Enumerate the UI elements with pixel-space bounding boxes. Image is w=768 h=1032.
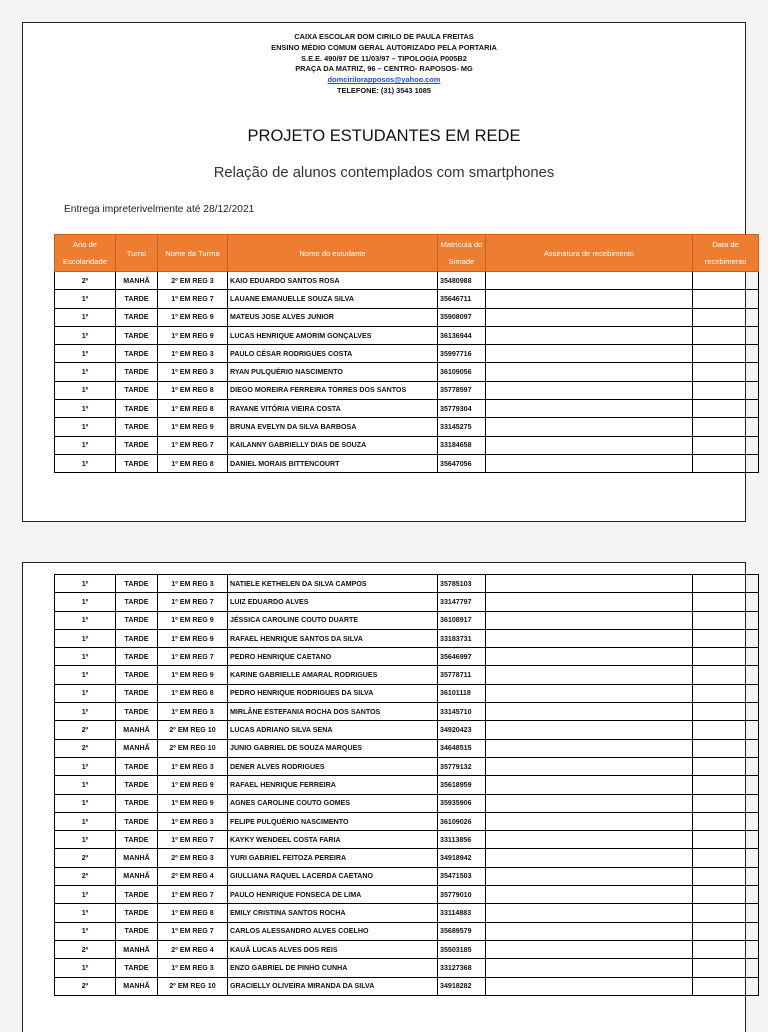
students-table-2: [54, 574, 759, 996]
cell-turno: TARDE: [116, 648, 158, 666]
cell-nome: LAUANE EMANUELLE SOUZA SILVA: [228, 290, 438, 308]
table-row: [55, 922, 759, 940]
cell-data[interactable]: [693, 629, 759, 647]
cell-data[interactable]: [693, 363, 759, 381]
cell-turma: 1º EM REG 9: [158, 326, 228, 344]
cell-assinatura[interactable]: [486, 272, 693, 290]
cell-matricula: 35689579: [438, 922, 486, 940]
cell-turma: 1º EM REG 9: [158, 666, 228, 684]
cell-ano: 1º: [55, 611, 116, 629]
cell-assinatura[interactable]: [486, 739, 693, 757]
cell-turno: TARDE: [116, 436, 158, 454]
table-row: [55, 757, 759, 775]
cell-turma: 1º EM REG 7: [158, 922, 228, 940]
cell-assinatura[interactable]: [486, 922, 693, 940]
cell-ano: 1º: [55, 904, 116, 922]
cell-ano: 2º: [55, 272, 116, 290]
cell-assinatura[interactable]: [486, 849, 693, 867]
letterhead-phone: TELEFONE: (31) 3543 1085: [336, 85, 432, 95]
cell-matricula: 33145710: [438, 703, 486, 721]
cell-assinatura[interactable]: [486, 940, 693, 958]
cell-turno: TARDE: [116, 776, 158, 794]
cell-nome: MIRLÂNE ESTEFANIA ROCHA DOS SANTOS: [228, 703, 438, 721]
cell-ano: 1º: [55, 290, 116, 308]
cell-turma: 1º EM REG 3: [158, 345, 228, 363]
cell-matricula: 33127368: [438, 959, 486, 977]
table-row: [55, 831, 759, 849]
cell-turno: TARDE: [116, 703, 158, 721]
cell-nome: NATIELE KETHELEN DA SILVA CAMPOS: [228, 575, 438, 593]
cell-data[interactable]: [693, 418, 759, 436]
cell-turma: 1º EM REG 9: [158, 776, 228, 794]
header-nome: Nome do estudante: [228, 235, 438, 272]
deadline-note: Entrega impreterivelmente até 28/12/2021: [64, 204, 255, 215]
table-row: [55, 959, 759, 977]
cell-turno: TARDE: [116, 593, 158, 611]
cell-assinatura[interactable]: [486, 454, 693, 472]
cell-turma: 1º EM REG 7: [158, 648, 228, 666]
cell-data[interactable]: [693, 867, 759, 885]
cell-data[interactable]: [693, 757, 759, 775]
cell-nome: MATEUS JOSE ALVES JUNIOR: [228, 308, 438, 326]
cell-turma: 2º EM REG 10: [158, 977, 228, 995]
cell-matricula: 35647056: [438, 454, 486, 472]
document-page-2: [22, 562, 746, 1032]
cell-ano: 1º: [55, 684, 116, 702]
cell-ano: 1º: [55, 575, 116, 593]
cell-assinatura[interactable]: [486, 794, 693, 812]
table-row: [55, 418, 759, 436]
cell-nome: KAUÃ LUCAS ALVES DOS REIS: [228, 940, 438, 958]
cell-nome: LUCAS ADRIANO SILVA SENA: [228, 721, 438, 739]
cell-nome: RAFAEL HENRIQUE FERREIRA: [228, 776, 438, 794]
table-row: [55, 977, 759, 995]
table-row: [55, 721, 759, 739]
cell-data[interactable]: [693, 290, 759, 308]
cell-assinatura[interactable]: [486, 831, 693, 849]
cell-turma: 1º EM REG 8: [158, 400, 228, 418]
cell-ano: 1º: [55, 629, 116, 647]
cell-data[interactable]: [693, 400, 759, 418]
cell-nome: PAULO CÉSAR RODRIGUES COSTA: [228, 345, 438, 363]
cell-data[interactable]: [693, 684, 759, 702]
cell-nome: RYAN PULQUÉRIO NASCIMENTO: [228, 363, 438, 381]
cell-ano: 1º: [55, 922, 116, 940]
cell-nome: YURI GABRIEL FEITOZA PEREIRA: [228, 849, 438, 867]
cell-ano: 2º: [55, 849, 116, 867]
cell-assinatura[interactable]: [486, 977, 693, 995]
cell-matricula: 35785103: [438, 575, 486, 593]
cell-data[interactable]: [693, 666, 759, 684]
table-row: [55, 684, 759, 702]
cell-nome: JÉSSICA CAROLINE COUTO DUARTE: [228, 611, 438, 629]
cell-ano: 1º: [55, 703, 116, 721]
cell-data[interactable]: [693, 812, 759, 830]
cell-turno: MANHÃ: [116, 940, 158, 958]
cell-ano: 2º: [55, 739, 116, 757]
cell-turno: TARDE: [116, 418, 158, 436]
cell-turno: MANHÃ: [116, 977, 158, 995]
cell-data[interactable]: [693, 593, 759, 611]
cell-turno: TARDE: [116, 812, 158, 830]
cell-nome: PEDRO HENRIQUE RODRIGUES DA SILVA: [228, 684, 438, 702]
cell-data[interactable]: [693, 904, 759, 922]
cell-ano: 1º: [55, 959, 116, 977]
cell-matricula: 36101118: [438, 684, 486, 702]
cell-data[interactable]: [693, 308, 759, 326]
cell-nome: GIULLIANA RAQUEL LACERDA CAETANO: [228, 867, 438, 885]
cell-turma: 2º EM REG 10: [158, 721, 228, 739]
cell-turma: 1º EM REG 7: [158, 290, 228, 308]
cell-nome: AGNES CAROLINE COUTO GOMES: [228, 794, 438, 812]
cell-assinatura[interactable]: [486, 812, 693, 830]
document-page-1: [22, 22, 746, 522]
cell-turma: 1º EM REG 9: [158, 308, 228, 326]
cell-matricula: 34918282: [438, 977, 486, 995]
cell-assinatura[interactable]: [486, 867, 693, 885]
cell-turno: TARDE: [116, 454, 158, 472]
cell-nome: RAYANE VITÓRIA VIEIRA COSTA: [228, 400, 438, 418]
cell-turma: 1º EM REG 3: [158, 363, 228, 381]
cell-matricula: 34918942: [438, 849, 486, 867]
cell-data[interactable]: [693, 849, 759, 867]
cell-turma: 2º EM REG 10: [158, 739, 228, 757]
cell-matricula: 33145275: [438, 418, 486, 436]
cell-data[interactable]: [693, 776, 759, 794]
cell-matricula: 35779132: [438, 757, 486, 775]
cell-matricula: 35646711: [438, 290, 486, 308]
cell-matricula: 34648515: [438, 739, 486, 757]
header-data: Data de recebimento: [693, 235, 759, 272]
cell-assinatura[interactable]: [486, 345, 693, 363]
cell-turma: 1º EM REG 8: [158, 454, 228, 472]
cell-turma: 1º EM REG 9: [158, 418, 228, 436]
table-header-row: [55, 235, 759, 272]
cell-turno: MANHÃ: [116, 721, 158, 739]
cell-matricula: 35471503: [438, 867, 486, 885]
cell-assinatura[interactable]: [486, 308, 693, 326]
cell-matricula: 36108917: [438, 611, 486, 629]
table-row: [55, 611, 759, 629]
cell-ano: 1º: [55, 418, 116, 436]
table-body-2: [55, 575, 759, 996]
cell-turno: MANHÃ: [116, 272, 158, 290]
cell-matricula: 35935906: [438, 794, 486, 812]
cell-ano: 1º: [55, 436, 116, 454]
cell-data[interactable]: [693, 575, 759, 593]
cell-turma: 2º EM REG 4: [158, 867, 228, 885]
cell-turno: TARDE: [116, 381, 158, 399]
cell-assinatura[interactable]: [486, 703, 693, 721]
cell-ano: 1º: [55, 363, 116, 381]
table-row: [55, 776, 759, 794]
cell-matricula: 36136944: [438, 326, 486, 344]
table-row: [55, 703, 759, 721]
cell-data[interactable]: [693, 272, 759, 290]
cell-nome: FELIPE PULQUÉRIO NASCIMENTO: [228, 812, 438, 830]
cell-ano: 1º: [55, 831, 116, 849]
cell-data[interactable]: [693, 721, 759, 739]
cell-turno: TARDE: [116, 684, 158, 702]
cell-turma: 1º EM REG 9: [158, 611, 228, 629]
cell-nome: GRACIELLY OLIVEIRA MIRANDA DA SILVA: [228, 977, 438, 995]
table-row: [55, 666, 759, 684]
cell-turma: 1º EM REG 8: [158, 904, 228, 922]
cell-assinatura[interactable]: [486, 611, 693, 629]
header-turma: Nome da Turma: [158, 235, 228, 272]
cell-turno: TARDE: [116, 611, 158, 629]
cell-data[interactable]: [693, 886, 759, 904]
cell-turno: TARDE: [116, 666, 158, 684]
cell-turma: 1º EM REG 7: [158, 436, 228, 454]
cell-ano: 2º: [55, 977, 116, 995]
cell-assinatura[interactable]: [486, 575, 693, 593]
cell-assinatura[interactable]: [486, 400, 693, 418]
cell-nome: PEDRO HENRIQUE CAETANO: [228, 648, 438, 666]
cell-turma: 1º EM REG 7: [158, 831, 228, 849]
cell-matricula: 33147797: [438, 593, 486, 611]
table-row: [55, 886, 759, 904]
table-row: [55, 363, 759, 381]
cell-turno: TARDE: [116, 794, 158, 812]
cell-nome: CARLOS ALESSANDRO ALVES COELHO: [228, 922, 438, 940]
cell-turma: 1º EM REG 7: [158, 886, 228, 904]
cell-turma: 1º EM REG 8: [158, 381, 228, 399]
table-row: [55, 326, 759, 344]
cell-data[interactable]: [693, 959, 759, 977]
cell-ano: 1º: [55, 454, 116, 472]
cell-turno: TARDE: [116, 290, 158, 308]
table-row: [55, 345, 759, 363]
cell-data[interactable]: [693, 940, 759, 958]
cell-nome: LUCAS HENRIQUE AMORIM GONÇALVES: [228, 326, 438, 344]
students-table-1: [54, 234, 759, 473]
cell-data[interactable]: [693, 345, 759, 363]
cell-assinatura[interactable]: [486, 290, 693, 308]
cell-ano: 1º: [55, 400, 116, 418]
cell-assinatura[interactable]: [486, 959, 693, 977]
cell-nome: KAIO EDUARDO SANTOS ROSA: [228, 272, 438, 290]
cell-data[interactable]: [693, 831, 759, 849]
cell-data[interactable]: [693, 326, 759, 344]
cell-turno: TARDE: [116, 757, 158, 775]
cell-turma: 1º EM REG 3: [158, 703, 228, 721]
cell-turno: TARDE: [116, 575, 158, 593]
table-row: [55, 849, 759, 867]
cell-matricula: 35997716: [438, 345, 486, 363]
cell-matricula: 35908097: [438, 308, 486, 326]
cell-turma: 1º EM REG 3: [158, 812, 228, 830]
cell-data[interactable]: [693, 648, 759, 666]
cell-ano: 1º: [55, 886, 116, 904]
project-title: PROJETO ESTUDANTES EM REDE: [247, 127, 521, 145]
cell-data[interactable]: [693, 703, 759, 721]
cell-nome: LUIZ EDUARDO ALVES: [228, 593, 438, 611]
cell-turma: 2º EM REG 3: [158, 849, 228, 867]
table-row: [55, 648, 759, 666]
cell-matricula: 35779010: [438, 886, 486, 904]
header-ano: Ano de Escolaridade: [55, 235, 116, 272]
cell-data[interactable]: [693, 739, 759, 757]
cell-ano: 1º: [55, 326, 116, 344]
cell-assinatura[interactable]: [486, 886, 693, 904]
cell-ano: 1º: [55, 345, 116, 363]
cell-turma: 1º EM REG 3: [158, 757, 228, 775]
table-row: [55, 454, 759, 472]
cell-assinatura[interactable]: [486, 776, 693, 794]
cell-turma: 1º EM REG 3: [158, 575, 228, 593]
cell-nome: DENER ALVES RODRIGUES: [228, 757, 438, 775]
cell-ano: 1º: [55, 308, 116, 326]
cell-turno: TARDE: [116, 959, 158, 977]
cell-ano: 2º: [55, 940, 116, 958]
cell-data[interactable]: [693, 611, 759, 629]
cell-matricula: 35778597: [438, 381, 486, 399]
cell-ano: 1º: [55, 794, 116, 812]
letterhead-line-4: PRAÇA DA MATRIZ, 96 – CENTRO- RAPOSOS- MG: [295, 64, 473, 74]
cell-nome: EMILY CRISTINA SANTOS ROCHA: [228, 904, 438, 922]
cell-data[interactable]: [693, 794, 759, 812]
cell-assinatura[interactable]: [486, 629, 693, 647]
cell-assinatura[interactable]: [486, 721, 693, 739]
table-row: [55, 593, 759, 611]
cell-turno: TARDE: [116, 886, 158, 904]
cell-nome: DIEGO MOREIRA FERREIRA TORRES DOS SANTOS: [228, 381, 438, 399]
cell-assinatura[interactable]: [486, 904, 693, 922]
cell-ano: 2º: [55, 867, 116, 885]
cell-turma: 1º EM REG 9: [158, 794, 228, 812]
cell-assinatura[interactable]: [486, 593, 693, 611]
table-row: [55, 290, 759, 308]
cell-data[interactable]: [693, 454, 759, 472]
cell-assinatura[interactable]: [486, 666, 693, 684]
cell-assinatura[interactable]: [486, 418, 693, 436]
table-row: [55, 794, 759, 812]
cell-data[interactable]: [693, 381, 759, 399]
cell-nome: KAILANNY GABRIELLY DIAS DE SOUZA: [228, 436, 438, 454]
cell-nome: BRUNA EVELYN DA SILVA BARBOSA: [228, 418, 438, 436]
cell-assinatura[interactable]: [486, 381, 693, 399]
cell-turno: TARDE: [116, 363, 158, 381]
table-row: [55, 272, 759, 290]
cell-nome: DANIEL MORAIS BITTENCOURT: [228, 454, 438, 472]
cell-nome: PAULO HENRIQUE FONSECA DE LIMA: [228, 886, 438, 904]
cell-ano: 1º: [55, 776, 116, 794]
cell-matricula: 36109026: [438, 812, 486, 830]
table-row: [55, 436, 759, 454]
cell-assinatura[interactable]: [486, 326, 693, 344]
cell-ano: 1º: [55, 648, 116, 666]
cell-turma: 1º EM REG 8: [158, 684, 228, 702]
cell-matricula: 36109056: [438, 363, 486, 381]
cell-ano: 1º: [55, 812, 116, 830]
letterhead-line-3: S.E.E. 490/97 DE 11/03/97 – TIPOLOGIA P005B2: [301, 53, 467, 63]
cell-nome: KAYKY WENDEEL COSTA FARIA: [228, 831, 438, 849]
letterhead-line-2: ENSINO MÉDIO COMUM GERAL AUTORIZADO PELA PORTARIA: [271, 42, 497, 52]
cell-turma: 2º EM REG 3: [158, 272, 228, 290]
cell-nome: RAFAEL HENRIQUE SANTOS DA SILVA: [228, 629, 438, 647]
cell-matricula: 35778711: [438, 666, 486, 684]
cell-turma: 1º EM REG 9: [158, 629, 228, 647]
table-row: [55, 940, 759, 958]
cell-matricula: 35503185: [438, 940, 486, 958]
header-turno: Turno: [116, 235, 158, 272]
cell-ano: 1º: [55, 381, 116, 399]
table-row: [55, 575, 759, 593]
cell-turma: 1º EM REG 3: [158, 959, 228, 977]
cell-turno: TARDE: [116, 326, 158, 344]
header-matricula: Matrícula do Simade: [438, 235, 486, 272]
cell-nome: KARINE GABRIELLE AMARAL RODRIGUES: [228, 666, 438, 684]
cell-nome: JUNIO GABRIEL DE SOUZA MARQUES: [228, 739, 438, 757]
table-row: [55, 629, 759, 647]
cell-matricula: 35480988: [438, 272, 486, 290]
cell-turno: TARDE: [116, 922, 158, 940]
cell-turma: 2º EM REG 4: [158, 940, 228, 958]
cell-ano: 1º: [55, 666, 116, 684]
cell-turno: TARDE: [116, 345, 158, 363]
cell-matricula: 34920423: [438, 721, 486, 739]
cell-data[interactable]: [693, 436, 759, 454]
header-assinatura: Assinatura de recebimento: [486, 235, 693, 272]
cell-data[interactable]: [693, 977, 759, 995]
table-row: [55, 867, 759, 885]
cell-nome: ENZO GABRIEL DE PINHO CUNHA: [228, 959, 438, 977]
cell-turma: 1º EM REG 7: [158, 593, 228, 611]
cell-ano: 2º: [55, 721, 116, 739]
cell-matricula: 33183731: [438, 629, 486, 647]
cell-turno: TARDE: [116, 308, 158, 326]
cell-ano: 1º: [55, 757, 116, 775]
email-link[interactable]: domcirilorapposos@yahoo.com: [327, 75, 441, 85]
table-row: [55, 400, 759, 418]
cell-turno: MANHÃ: [116, 867, 158, 885]
cell-matricula: 33184658: [438, 436, 486, 454]
cell-turno: MANHÃ: [116, 739, 158, 757]
table-body-1: [55, 272, 759, 473]
cell-turno: TARDE: [116, 904, 158, 922]
table-row: [55, 812, 759, 830]
cell-assinatura[interactable]: [486, 757, 693, 775]
cell-assinatura[interactable]: [486, 436, 693, 454]
cell-matricula: 35779304: [438, 400, 486, 418]
letterhead-line-1: CAIXA ESCOLAR DOM CIRILO DE PAULA FREITAS: [294, 32, 474, 41]
cell-assinatura[interactable]: [486, 684, 693, 702]
cell-matricula: 35618959: [438, 776, 486, 794]
cell-assinatura[interactable]: [486, 363, 693, 381]
cell-matricula: 33114883: [438, 904, 486, 922]
cell-assinatura[interactable]: [486, 648, 693, 666]
cell-turno: TARDE: [116, 831, 158, 849]
cell-ano: 1º: [55, 593, 116, 611]
cell-data[interactable]: [693, 922, 759, 940]
cell-turno: TARDE: [116, 629, 158, 647]
letterhead: [23, 32, 745, 97]
table-row: [55, 308, 759, 326]
table-row: [55, 381, 759, 399]
cell-turno: TARDE: [116, 400, 158, 418]
table-row: [55, 739, 759, 757]
subtitle: Relação de alunos contemplados com smartphones: [213, 165, 555, 181]
table-row: [55, 904, 759, 922]
cell-matricula: 35646997: [438, 648, 486, 666]
cell-matricula: 33113856: [438, 831, 486, 849]
cell-turno: MANHÃ: [116, 849, 158, 867]
